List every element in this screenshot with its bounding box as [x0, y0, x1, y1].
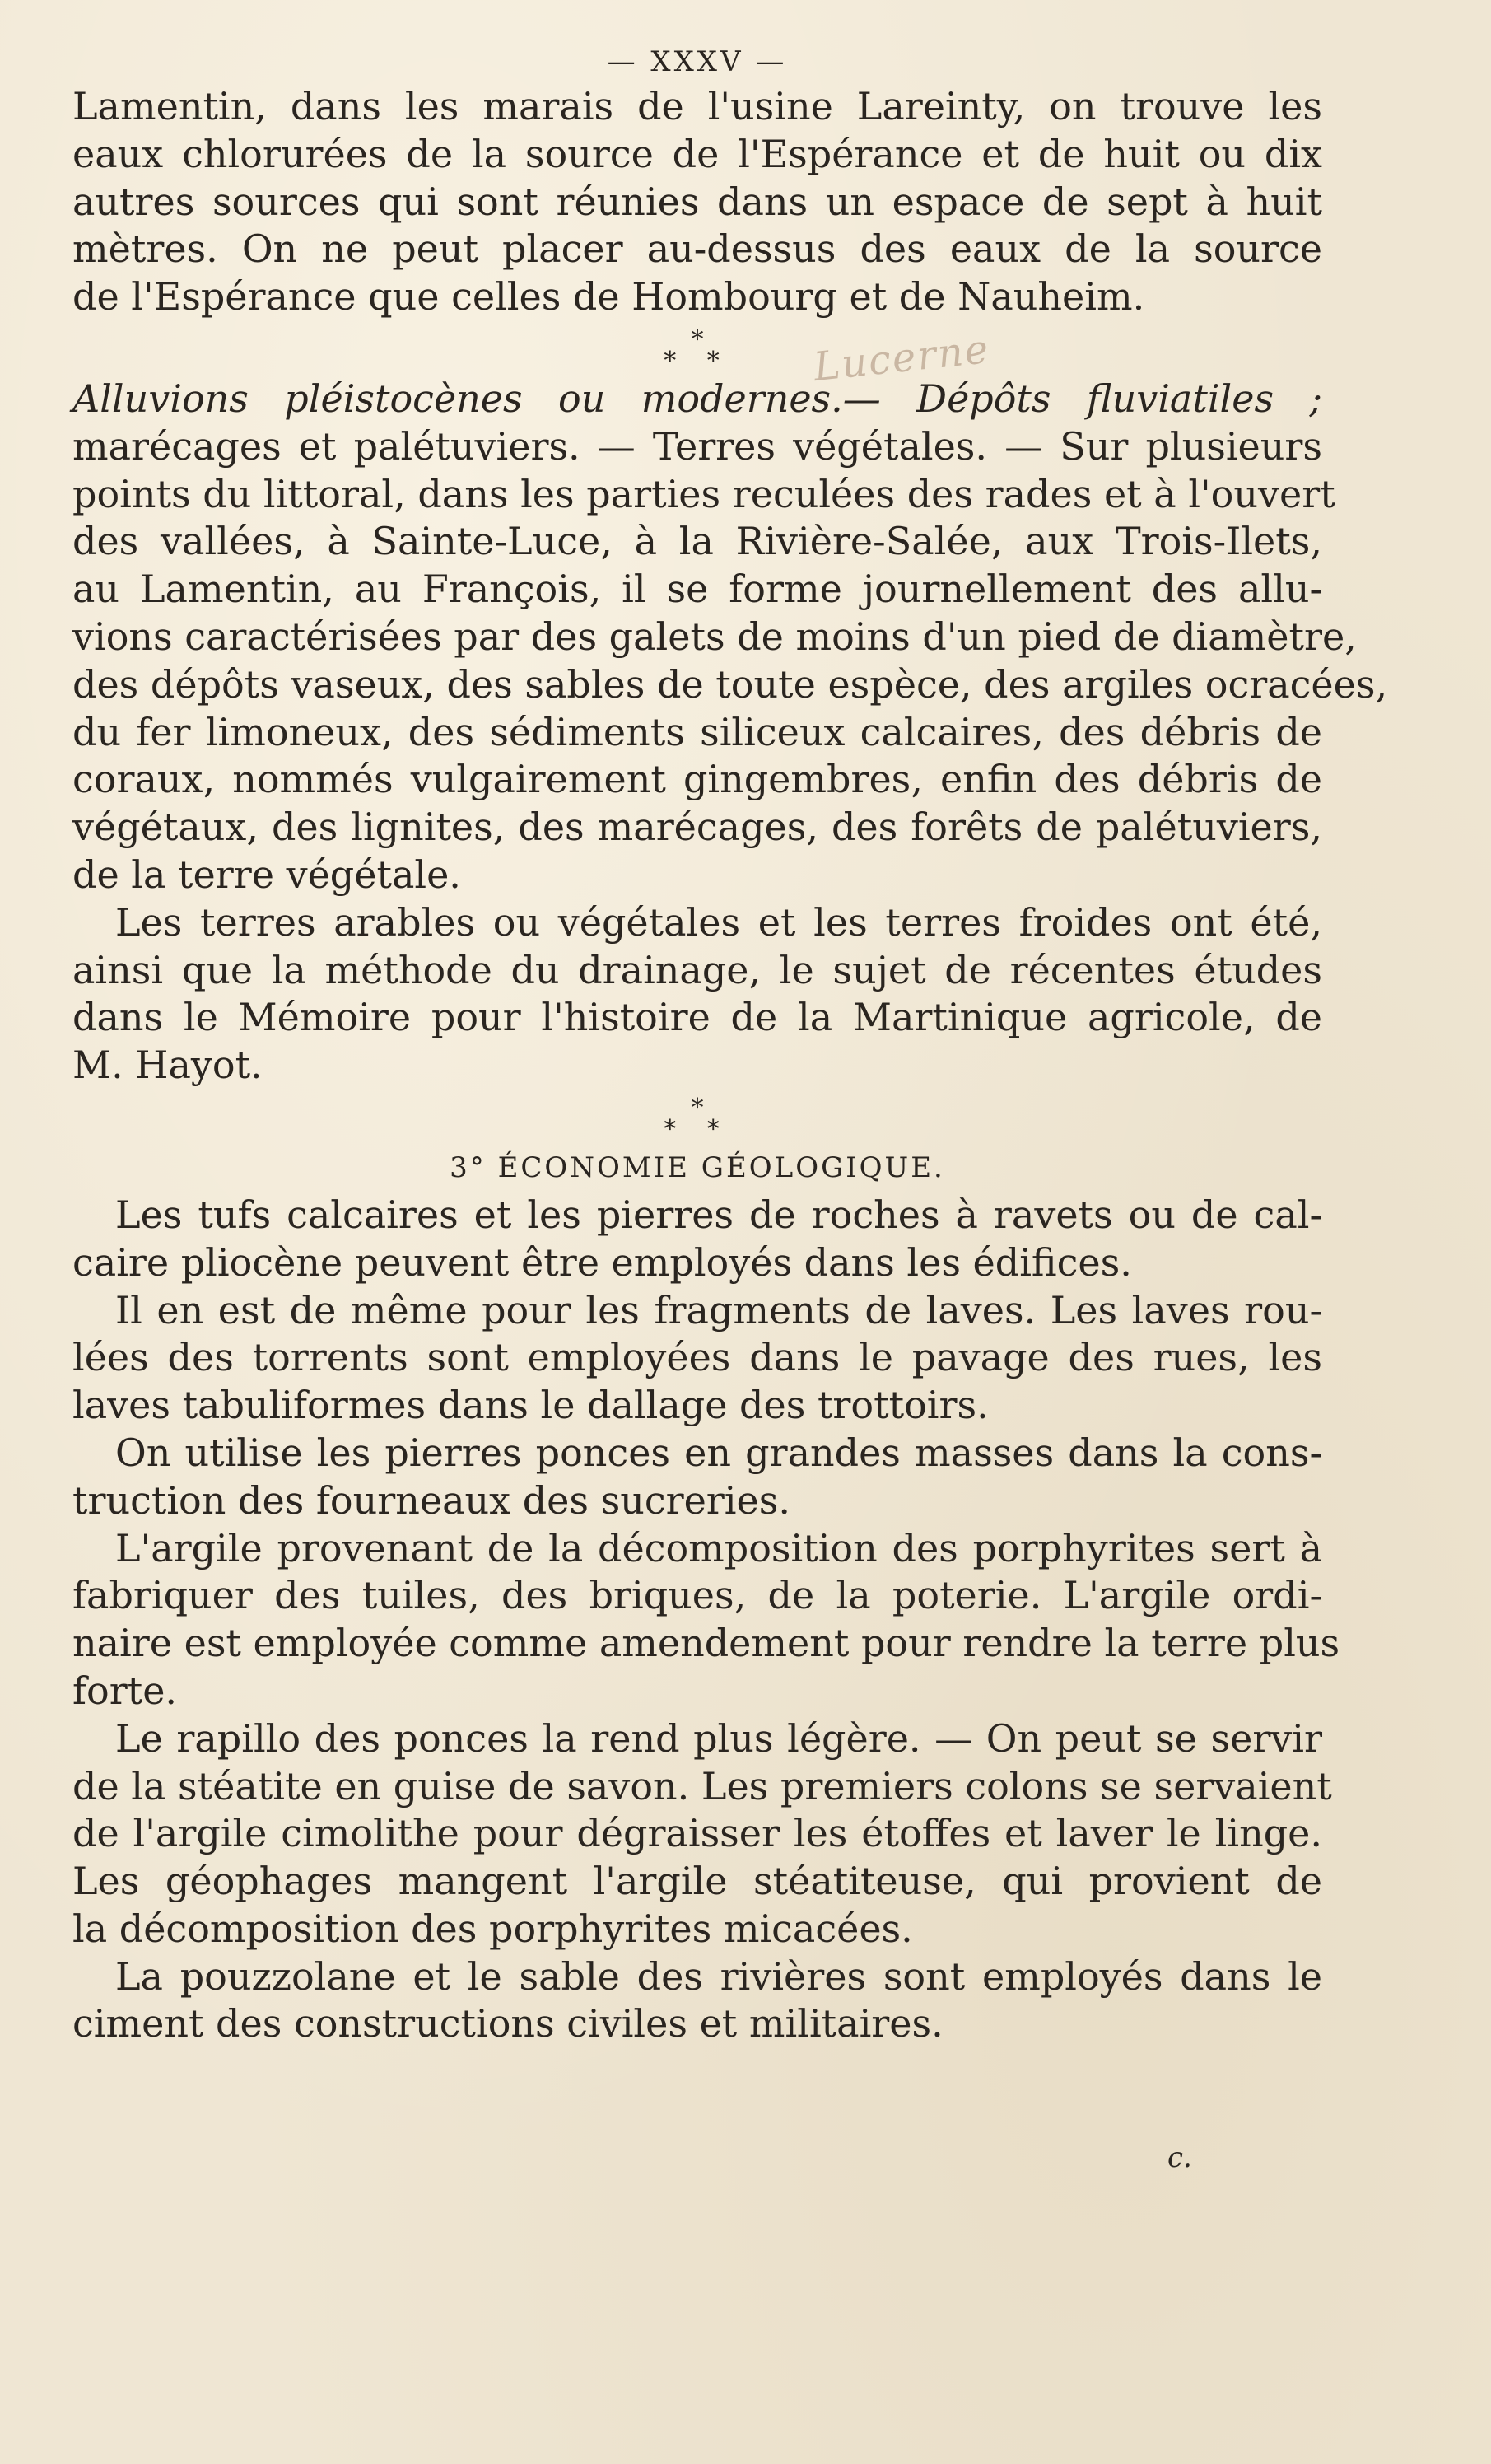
section-divider-asterism — [72, 1093, 1322, 1144]
text-line: végétaux, des lignites, des marécages, des forêts de palétuviers, — [72, 805, 1322, 850]
text-line: Le rapillo des ponces la rend plus légère. — On peut se servir — [115, 1715, 1322, 1761]
paragraph-rapillo — [72, 1715, 1332, 1953]
text-line: M. Hayot. — [72, 1043, 263, 1088]
paragraph-pouzzolane — [72, 1953, 1322, 2049]
text-line: autres sources qui sont réunies dans un espace de sept à huit — [72, 179, 1322, 224]
paragraph-alluvions — [72, 376, 1388, 899]
text-line: de la terre végétale. — [72, 852, 461, 897]
text-line: Alluvions pléistocènes ou modernes.— Dépôts fluviatiles ; — [72, 376, 1322, 421]
paragraph-laves — [72, 1287, 1322, 1430]
text-line: naire est employée comme amendement pour rendre la terre plus — [72, 1621, 1340, 1666]
text-line: laves tabuliformes dans le dallage des trottoirs. — [72, 1383, 989, 1428]
text-line: coraux, nommés vulgairement gingembres, enfin des débris de — [72, 757, 1322, 802]
paragraph-ponces — [72, 1430, 1322, 1525]
pencil-annotation: Lucerne — [811, 325, 992, 391]
text-line: lées des torrents sont employées dans le pavage des rues, les — [72, 1335, 1322, 1380]
text-line: ciment des constructions civiles et militaires. — [72, 2001, 944, 2046]
text-line: au Lamentin, au François, il se forme journellement des allu- — [72, 567, 1322, 612]
text-line: Les géophages mangent l'argile stéatiteuse, qui provient de — [72, 1859, 1322, 1904]
text-line: forte. — [72, 1668, 178, 1713]
text-line: Lamentin, dans les marais de l'usine Lareinty, on trouve les — [72, 84, 1322, 128]
text-line: points du littoral, dans les parties reculées des rades et à l'ouvert — [72, 471, 1335, 516]
text-line: de l'Espérance que celles de Hombourg et de Nauheim. — [72, 274, 1145, 320]
paragraph-terres-arables — [72, 899, 1322, 1090]
text-line: de l'argile cimolithe pour dégraisser les étoffes et laver le linge. — [72, 1811, 1322, 1856]
page-text — [72, 45, 1388, 2048]
text-line: vions caractérisées par des galets de moins d'un pied de diamètre, — [72, 614, 1357, 659]
running-head: — XXXV — — [607, 45, 788, 78]
text-line: Il en est de même pour les fragments de laves. Les laves rou- — [115, 1287, 1322, 1332]
text-line: dans le Mémoire pour l'histoire de la Martinique agricole, de — [72, 995, 1322, 1040]
asterism-top: * — [691, 1093, 704, 1122]
text-line: ainsi que la méthode du drainage, le sujet de récentes études — [72, 947, 1322, 992]
text-line: des dépôts vaseux, des sables de toute espèce, des argiles ocracées, — [72, 661, 1388, 707]
text-line: La pouzzolane et le sable des rivières sont employés dans le — [115, 1953, 1322, 1999]
text-line: truction des fourneaux des sucreries. — [72, 1477, 790, 1523]
text-line: Les tufs calcaires et les pierres de roches à ravets ou de cal- — [115, 1192, 1322, 1237]
text-line: la décomposition des porphyrites micacées. — [72, 1906, 913, 1951]
text-line: caire pliocène peuvent être employés dans les édifices. — [72, 1239, 1132, 1285]
text-line: des vallées, à Sainte-Luce, à la Rivière-Salée, aux Trois-Ilets, — [72, 519, 1322, 564]
paragraph-springs — [72, 83, 1322, 321]
asterism-bottom: * * — [664, 346, 731, 376]
text-line: On utilise les pierres ponces en grandes masses dans la cons- — [115, 1430, 1322, 1475]
text-line: fabriquer des tuiles, des briques, de la poterie. L'argile ordi- — [72, 1573, 1322, 1618]
section-divider-asterism — [72, 324, 1322, 391]
section-heading: 3° ÉCONOMIE GÉOLOGIQUE. — [450, 1150, 945, 1184]
signature-mark: c. — [1167, 2141, 1192, 2174]
text-line: Les terres arables ou végétales et les terres froides ont été, — [115, 899, 1322, 945]
text-line: mètres. On ne peut placer au-dessus des eaux de la source — [72, 226, 1322, 272]
text-line: de la stéatite en guise de savon. Les premiers colons se servaient — [72, 1763, 1332, 1808]
text-line: L'argile provenant de la décomposition des porphyrites sert à — [115, 1525, 1322, 1570]
text-line: marécages et palétuviers. — Terres végétales. — Sur plusieurs — [72, 423, 1322, 469]
asterism-top: * — [691, 324, 704, 354]
paragraph-tufs — [72, 1192, 1322, 1287]
text-line: du fer limoneux, des sédiments siliceux calcaires, des débris de — [72, 709, 1322, 754]
paragraph-argile — [72, 1525, 1340, 1715]
text-line: eaux chlorurées de la source de l'Espérance et de huit ou dix — [72, 131, 1322, 176]
asterism-bottom: * * — [664, 1114, 731, 1144]
